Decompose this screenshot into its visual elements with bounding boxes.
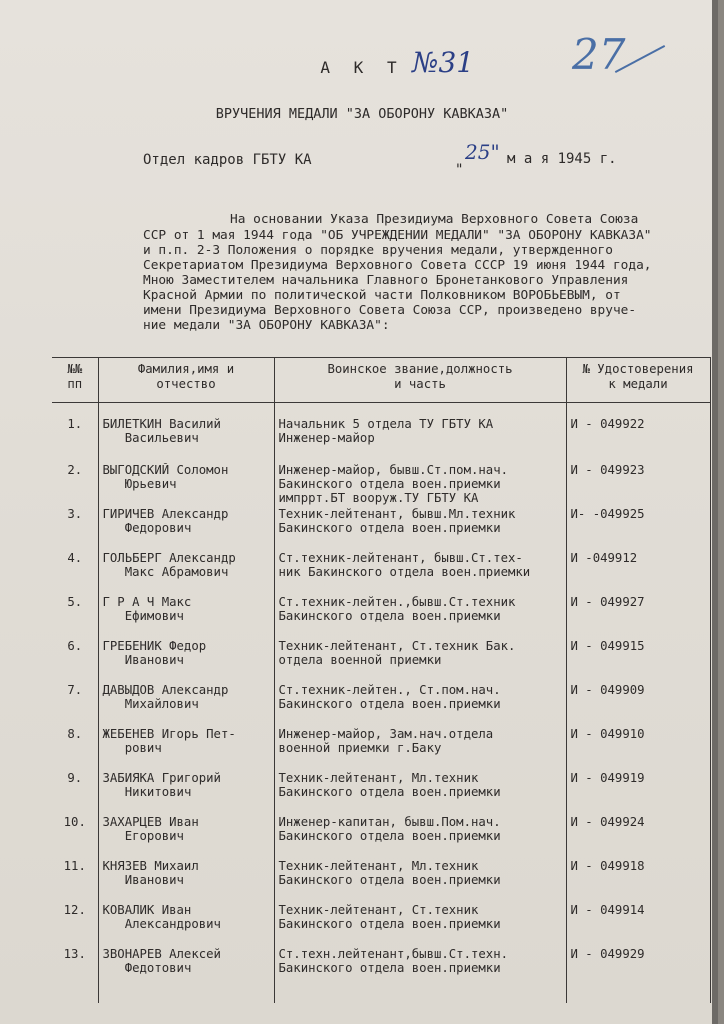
row-number: 7. [52,683,98,727]
recipient-rank: Ст.техник-лейтенант, бывш.Ст.тех- ник Бакинского отдела воен.приемки [274,551,566,595]
recipient-rank: Ст.техник-лейтен.,бывш.Ст.техник Бакинского отдела воен.приемки [274,595,566,639]
row-number: 8. [52,727,98,771]
table-row [52,815,710,859]
body-text-line: и п.п. 2-3 Положения о порядке вручения медали, утвержденного [143,243,613,258]
row-number: 12. [52,903,98,947]
certificate-number: И - 049914 [566,903,710,947]
certificate-number: И - 049909 [566,683,710,727]
table-row [52,639,710,683]
certificate-number: И - 049919 [566,771,710,815]
col-header-name: Фамилия,имя и отчество [98,358,274,403]
table-row [52,947,710,1003]
act-subtitle: ВРУЧЕНИЯ МЕДАЛИ "ЗА ОБОРОНУ КАВКАЗА" [215,106,509,122]
recipient-name: БИЛЕТКИН Василий Васильевич [98,403,274,464]
row-number: 1. [52,403,98,464]
recipient-rank: Техник-лейтенант, Мл.техник Бакинского отдела воен.приемки [274,859,566,903]
recipient-name: ГРЕБЕНИК Федор Иванович [98,639,274,683]
row-number: 5. [52,595,98,639]
recipient-name: Г Р А Ч Макс Ефимович [98,595,274,639]
recipient-rank: Начальник 5 отдела ТУ ГБТУ КА Инженер-майор [274,403,566,464]
recipient-name: ДАВЫДОВ Александр Михайлович [98,683,274,727]
recipient-name: КНЯЗЕВ Михаил Иванович [98,859,274,903]
table-header-row [52,358,710,403]
recipient-rank: Инженер-майор, Зам.нач.отдела военной приемки г.Баку [274,727,566,771]
table-row [52,507,710,551]
certificate-number: И - 049915 [566,639,710,683]
certificate-number: И - 049922 [566,403,710,464]
recipient-rank: Ст.техн.лейтенант,бывш.Ст.техн. Бакинского отдела воен.приемки [274,947,566,1003]
row-number: 3. [52,507,98,551]
recipient-rank: Ст.техник-лейтен., Ст.пом.нач. Бакинского отдела воен.приемки [274,683,566,727]
certificate-number: И - 049918 [566,859,710,903]
col-header-rank: Воинское звание,должность и часть [274,358,566,403]
act-number: №31 [412,46,475,79]
recipient-rank: Техник-лейтенант, бывш.Мл.техник Бакинского отдела воен.приемки [274,507,566,551]
body-text-line: Секретариатом Президиума Верховного Совета СССР 19 июня 1944 года, [143,258,652,273]
body-text-line: имени Президиума Верховного Совета Союза ССР, произведено вруче- [143,303,637,318]
page-edge [712,0,718,1024]
row-number: 4. [52,551,98,595]
recipient-name: ЗАБИЯКА Григорий Никитович [98,771,274,815]
row-number: 10. [52,815,98,859]
table-row [52,859,710,903]
row-number: 2. [52,463,98,507]
recipient-rank: Инженер-майор, бывш.Ст.пом.нач. Бакинского отдела воен.приемки импррт.БТ вооруж.ТУ ГБТУ КА [274,463,566,507]
body-text-line: ССР от 1 мая 1944 года "ОБ УЧРЕЖДЕНИИ МЕДАЛИ" "ЗА ОБОРОНУ КАВКАЗА" [143,228,652,243]
col-header-number: №№ пп [52,358,98,403]
recipient-rank: Техник-лейтенант, Мл.техник Бакинского отдела воен.приемки [274,771,566,815]
recipient-name: ЗВОНАРЕВ Алексей Федотович [98,947,274,1003]
table-row [52,463,710,507]
row-number: 9. [52,771,98,815]
award-recipients-table [52,357,711,1003]
col-header-certificate: № Удостоверения к медали [566,358,710,403]
body-text-line: Мною Заместителем начальника Главного Бронетанкового Управления [143,273,629,288]
recipient-rank: Инженер-капитан, бывш.Пом.нач. Бакинского отдела воен.приемки [274,815,566,859]
recipient-name: ГИРИЧЕВ Александр Федорович [98,507,274,551]
table-row [52,683,710,727]
table-row [52,771,710,815]
body-text-line: На основании Указа Президиума Верховного Совета Союза [230,212,639,227]
recipient-name: ВЫГОДСКИЙ Соломон Юрьевич [98,463,274,507]
table-row [52,551,710,595]
certificate-number: И - 049910 [566,727,710,771]
certificate-number: И - 049923 [566,463,710,507]
page-number: 27 [572,30,626,79]
certificate-number: И - 049929 [566,947,710,1003]
body-text-line: Красной Армии по политической части Полковником ВОРОБЬЕВЫМ, от [143,288,621,303]
recipient-rank: Техник-лейтенант, Ст.техник Бак. отдела военной приемки [274,639,566,683]
certificate-number: И - 049924 [566,815,710,859]
recipient-rank: Техник-лейтенант, Ст.техник Бакинского отдела воен.приемки [274,903,566,947]
date-quote: " [455,162,464,178]
recipient-name: КОВАЛИК Иван Александрович [98,903,274,947]
certificate-number: И -049912 [566,551,710,595]
table-row [52,903,710,947]
recipient-name: ГОЛЬБЕРГ Александр Макс Абрамович [98,551,274,595]
table-row [52,403,710,464]
row-number: 13. [52,947,98,1003]
body-text-line: ние медали "ЗА ОБОРОНУ КАВКАЗА": [143,318,390,333]
recipient-name: ЖЕБЕНЕВ Игорь Пет- рович [98,727,274,771]
row-number: 11. [52,859,98,903]
certificate-number: И- -049925 [566,507,710,551]
act-title: А К Т [320,58,404,77]
date-day: 25" [465,140,500,164]
row-number: 6. [52,639,98,683]
department-line: Отдел кадров ГБТУ КА [143,152,312,168]
table-row [52,727,710,771]
table-row [52,595,710,639]
certificate-number: И - 049927 [566,595,710,639]
date-month-year: м а я 1945 г. [507,151,617,167]
recipient-name: ЗАХАРЦЕВ Иван Егорович [98,815,274,859]
